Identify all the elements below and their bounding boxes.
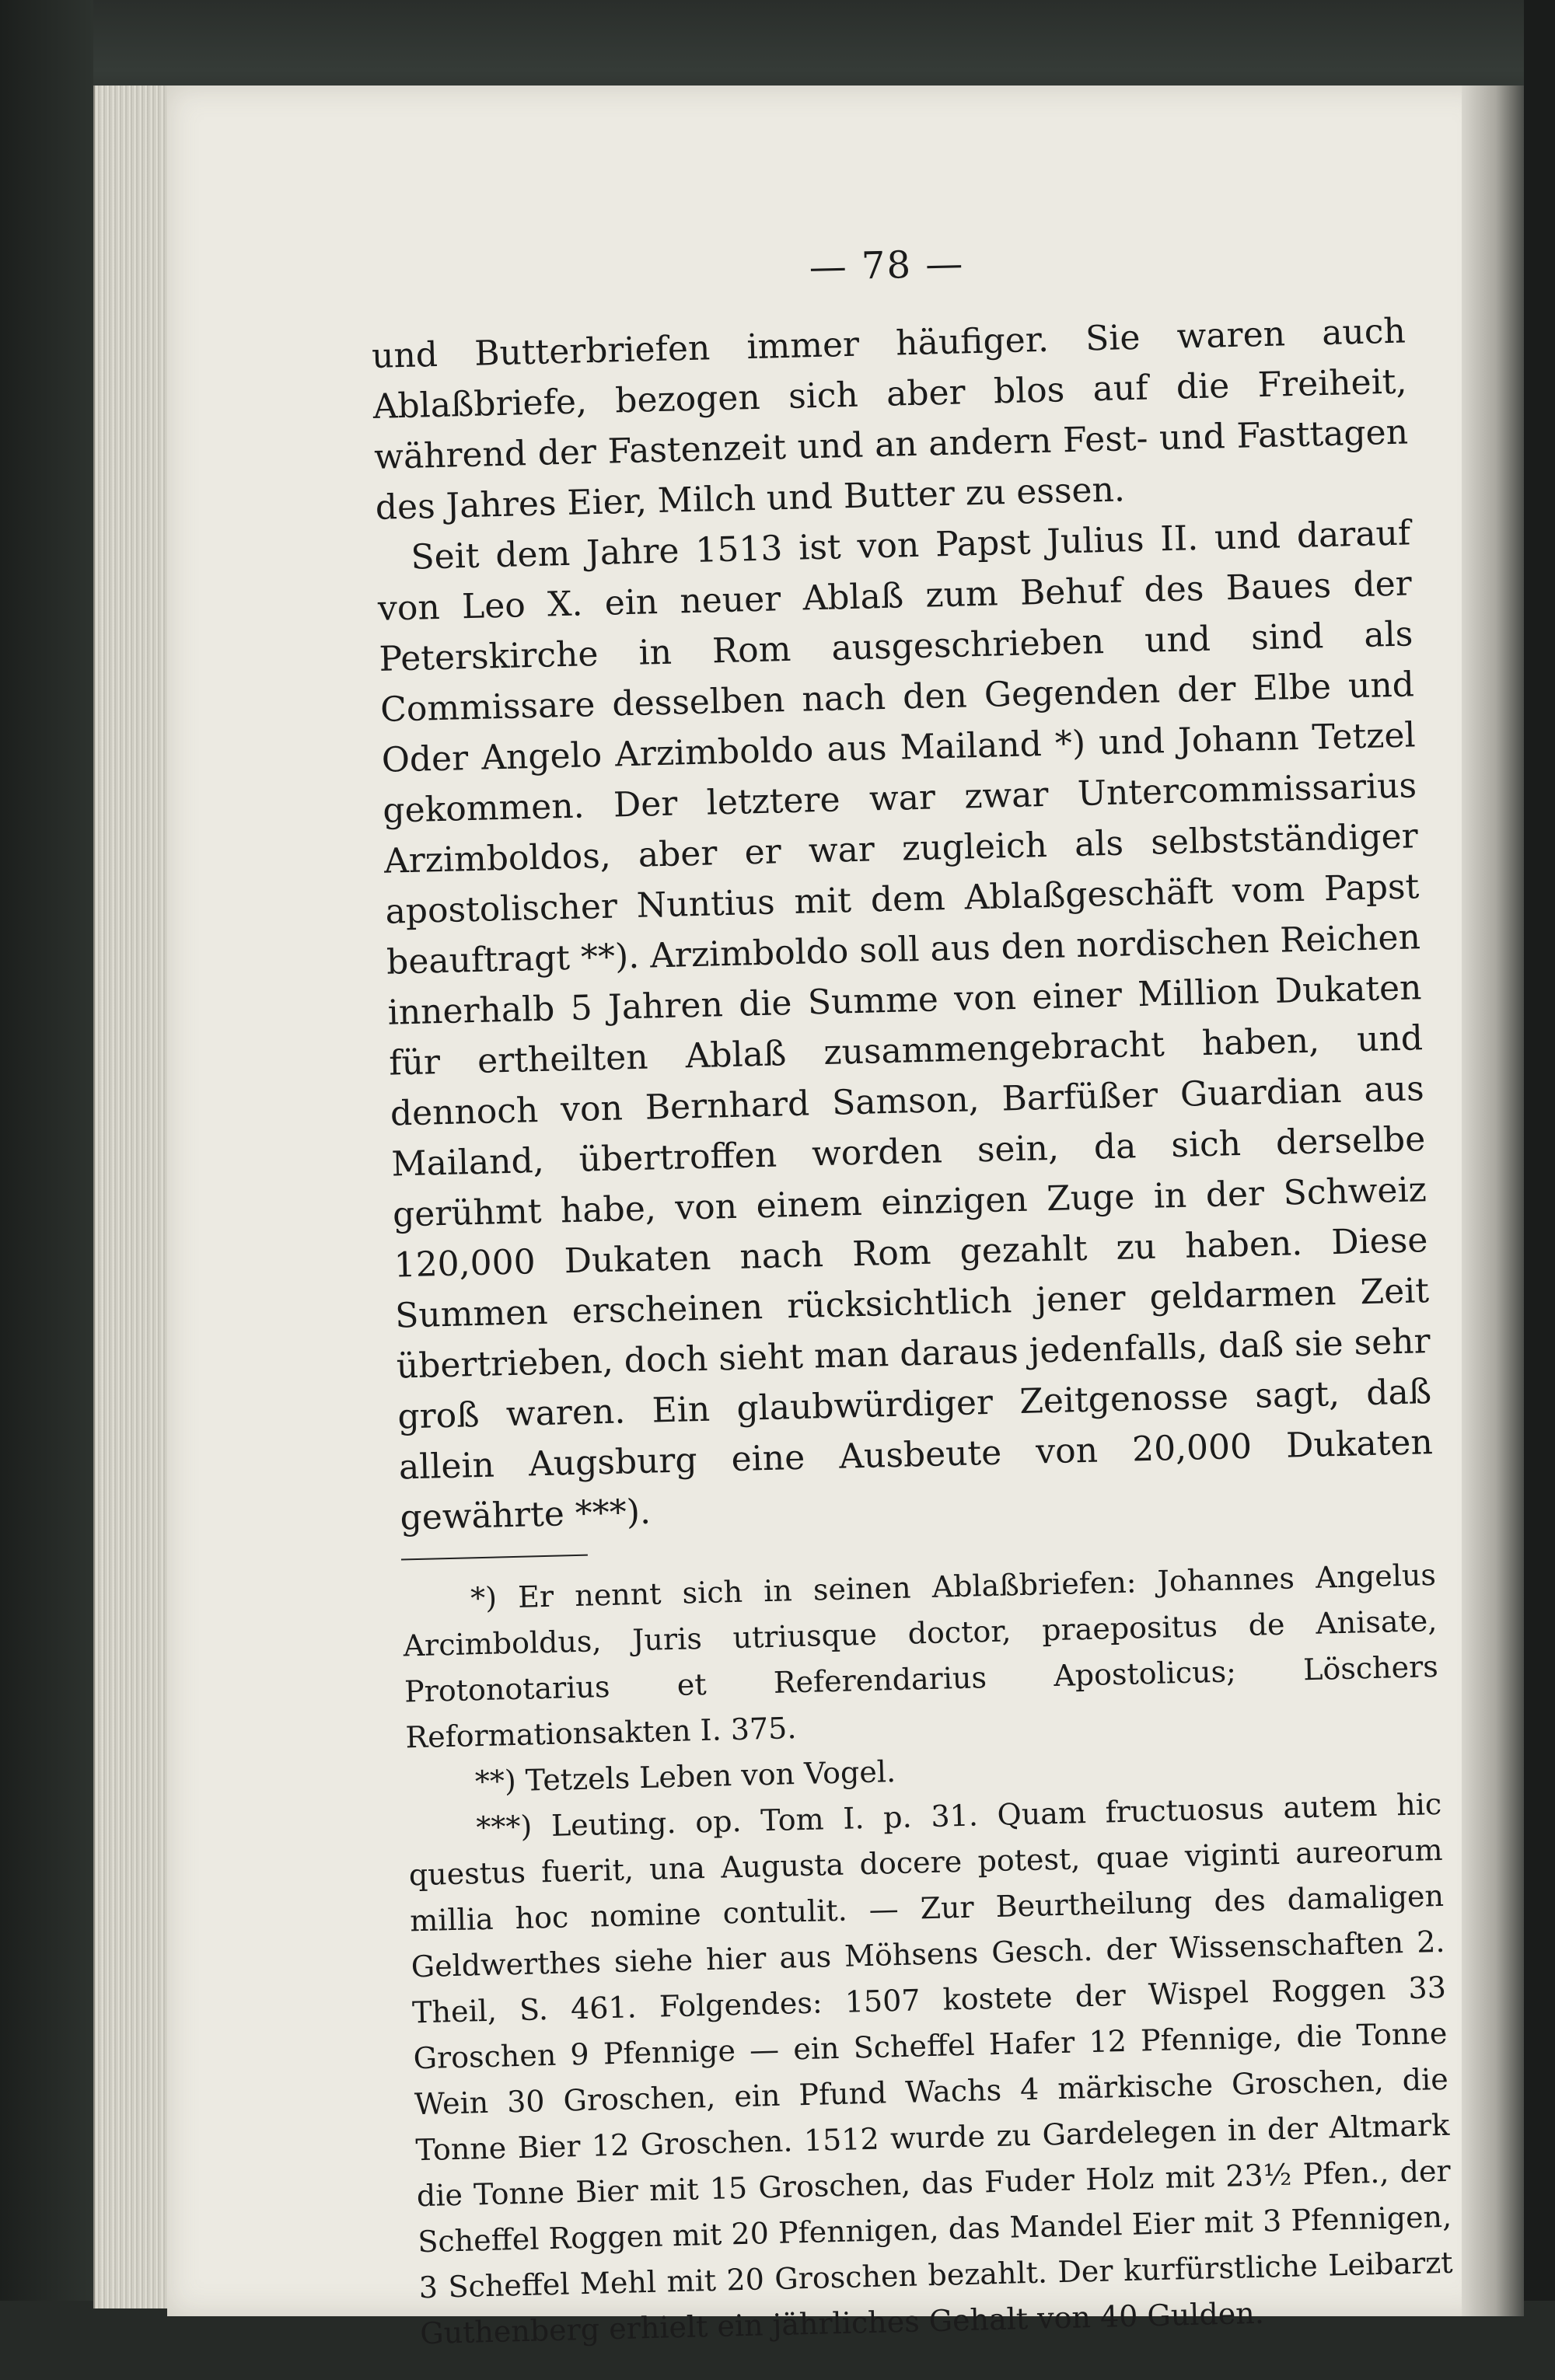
- page-text-block: [369, 232, 1455, 2357]
- footnote-3: ***) Leuting. op. Tom I. p. 31. Quam fructuosus autem hic questus fuerit, una Augusta docere potest, quae viginti aureorum millia hoc nomine contulit. — Zur Beurtheilung des damaligen Geldwerthes siehe hier aus Möhsens Gesch. der Wissenschaften 2. Theil, S. 461. Folgendes: 1507 kostete der Wispel Roggen 33 Groschen 9 Pfennige — ein Scheffel Hafer 12 Pfennige, die Tonne Wein 30 Groschen, ein Pfund Wachs 4 märkische Groschen, die Tonne Bier 12 Groschen. 1512 wurde zu Gardelegen in der Altmark die Tonne Bier mit 15 Groschen, das Fuder Holz mit 23½ Pfen., der Scheffel Roggen mit 20 Pfennigen, das Mandel Eier mit 3 Pfennigen, 3 Scheffel Mehl mit 20 Groschen bezahlt. Der kurfürstliche Leibarzt Guthenberg erhielt ein jährliches Gehalt von 40 Gulden.: [408, 1786, 1454, 2351]
- paragraph-indulgence: Seit dem Jahre 1513 ist von Papst Julius II. und darauf von Leo X. ein neuer Ablaß zum Behuf des Baues der Peterskirche in Rom ausgeschrieben und sind als Commissare desselben nach den Gegenden der Elbe und Oder Angelo Arzimboldo aus Mailand *) und Johann Tetzel gekommen. Der letztere war zwar Untercommissarius Arzimboldos, aber er war zugleich als selbstständiger apostolischer Nuntius mit dem Ablaßgeschäft vom Papst beauftragt **). Arzimboldo soll aus den nordischen Reichen innerhalb 5 Jahren die Summe von einer Million Dukaten für ertheilten Ablaß zusammengebracht haben, und dennoch von Bernhard Samson, Barfüßer Guardian aus Mailand, übertroffen worden sein, da sich derselbe gerühmt habe, von einem einzigen Zuge in der Schweiz 120,000 Dukaten nach Rom gezahlt zu haben. Diese Summen erscheinen rücksichtlich jener geldarmen Zeit übertrieben, doch sieht man daraus jedenfalls, daß sie sehr groß waren. Ein glaubwürdiger Zeitgenosse sagt, daß allein Augsburg eine Ausbeute von 20,000 Dukaten gewährte ***).: [377, 513, 1434, 1538]
- book-cover-left: [0, 0, 93, 2380]
- paragraph-continuation: und Butterbriefen immer häufiger. Sie waren auch Ablaßbriefe, bezogen sich aber blos auf die Freiheit, während der Fastenzeit und an andern Fest- und Fasttagen des Jahres Eier, Milch und Butter zu essen.: [371, 311, 1409, 528]
- book-cover-right: [1524, 0, 1555, 2380]
- footnote-1: *) Er nennt sich in seinen Ablaßbriefen: Johannes Angelus Arcimboldus, Juris utriusque doctor, praepositus de Anisate, Protonotarius et Referendarius Apostolicus; Löschers Reformationsakten I. 375.: [403, 1557, 1439, 1755]
- footnote-divider: [401, 1555, 588, 1561]
- page-number: — 78 —: [809, 242, 965, 290]
- footnotes: [402, 1552, 1455, 2357]
- footnote-2: **) Tetzels Leben von Vogel.: [474, 1754, 896, 1799]
- main-text: [371, 305, 1434, 1543]
- book-gutter: [1462, 85, 1524, 2316]
